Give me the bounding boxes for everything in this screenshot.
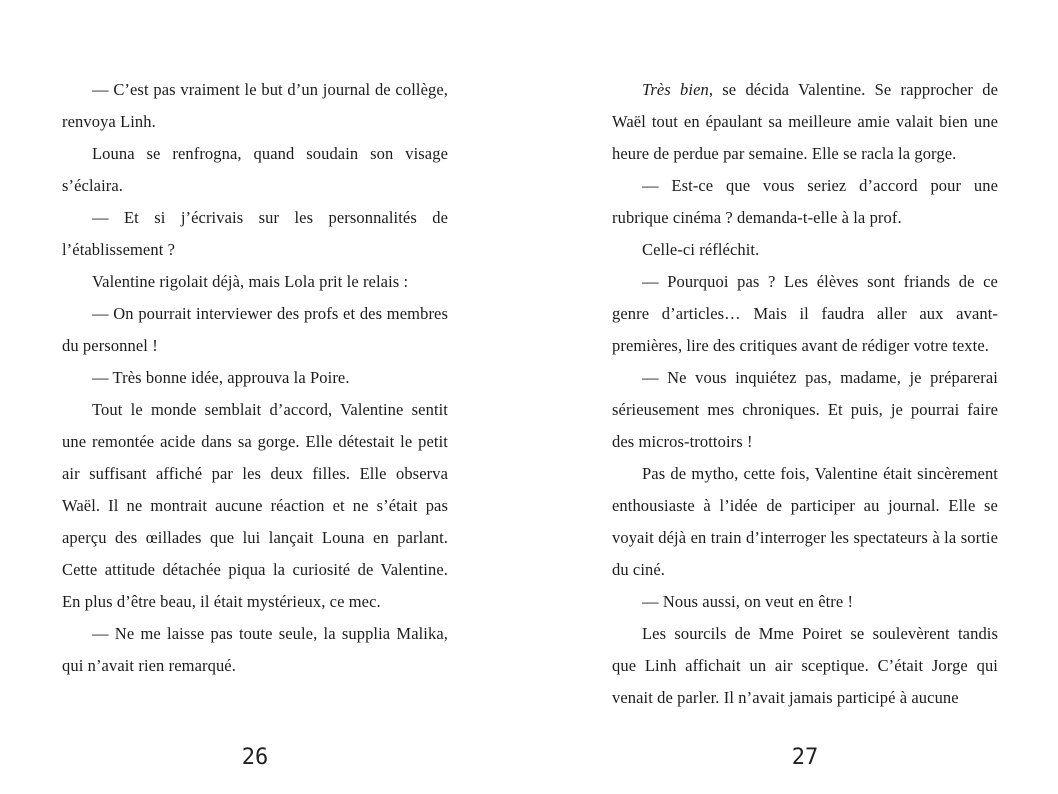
paragraph: — Nous aussi, on veut en être ! — [642, 592, 854, 611]
paragraph: — Ne me laisse pas toute seule, la supplia Malika, qui n’avait rien remarqué. — [62, 624, 448, 675]
paragraph: Tout le monde semblait d’accord, Valentine sentit une remontée acide dans sa gorge. Elle détestait le petit air suffisant affiché par les deux filles. Elle observa Waël. Il ne montrait aucune réaction et ne s’était pas aperçu des œillades que lui lançait Louna en parlant. Cette attitude détachée piqua la curiosité de Valentine. En plus d’être beau, il était mystérieux, ce mec. — [62, 400, 448, 611]
page-number-right: 27 — [791, 745, 819, 770]
paragraph: — C’est pas vraiment le but d’un journal de collège, renvoya Linh. — [62, 80, 448, 131]
page-left-text — [62, 74, 448, 722]
paragraph: — Ne vous inquiétez pas, madame, je préparerai sérieusement mes chroniques. Et puis, je pourrai faire des micros-trottoirs ! — [612, 368, 998, 451]
paragraph: — Très bonne idée, approuva la Poire. — [92, 368, 350, 387]
paragraph: Valentine rigolait déjà, mais Lola prit le relais : — [92, 272, 409, 291]
paragraph: — Pourquoi pas ? Les élèves sont friands de ce genre d’articles… Mais il faudra aller aux avant-premières, lire des critiques avant de rédiger votre texte. — [612, 272, 998, 355]
page-number-left: 26 — [241, 745, 269, 770]
paragraph: — Et si j’écrivais sur les personnalités de l’établissement ? — [62, 208, 448, 259]
italic-lead: Très bien, — [642, 80, 714, 99]
paragraph: — Est-ce que vous seriez d’accord pour une rubrique cinéma ? demanda-t-elle à la prof. — [612, 176, 998, 227]
paragraph: Très bien, se décida Valentine. Se rapprocher de Waël tout en épaulant sa meilleure amie valait bien une heure de perdue par semaine. Elle se racla la gorge. — [612, 80, 998, 163]
paragraph: — On pourrait interviewer des profs et des membres du personnel ! — [62, 304, 448, 355]
paragraph: Les sourcils de Mme Poiret se soulevèrent tandis que Linh affichait un air sceptique. C’était Jorge qui venait de parler. Il n’avait jamais participé à aucune — [612, 624, 998, 707]
page-right-text — [612, 74, 998, 722]
page-right — [529, 0, 1058, 794]
paragraph: Pas de mytho, cette fois, Valentine était sincèrement enthousiaste à l’idée de participer au journal. Elle se voyait déjà en train d’interroger les spectateurs à la sortie du ciné. — [612, 464, 998, 579]
paragraph: Louna se renfrogna, quand soudain son visage s’éclaira. — [62, 144, 448, 195]
paragraph: Celle-ci réfléchit. — [642, 240, 760, 259]
